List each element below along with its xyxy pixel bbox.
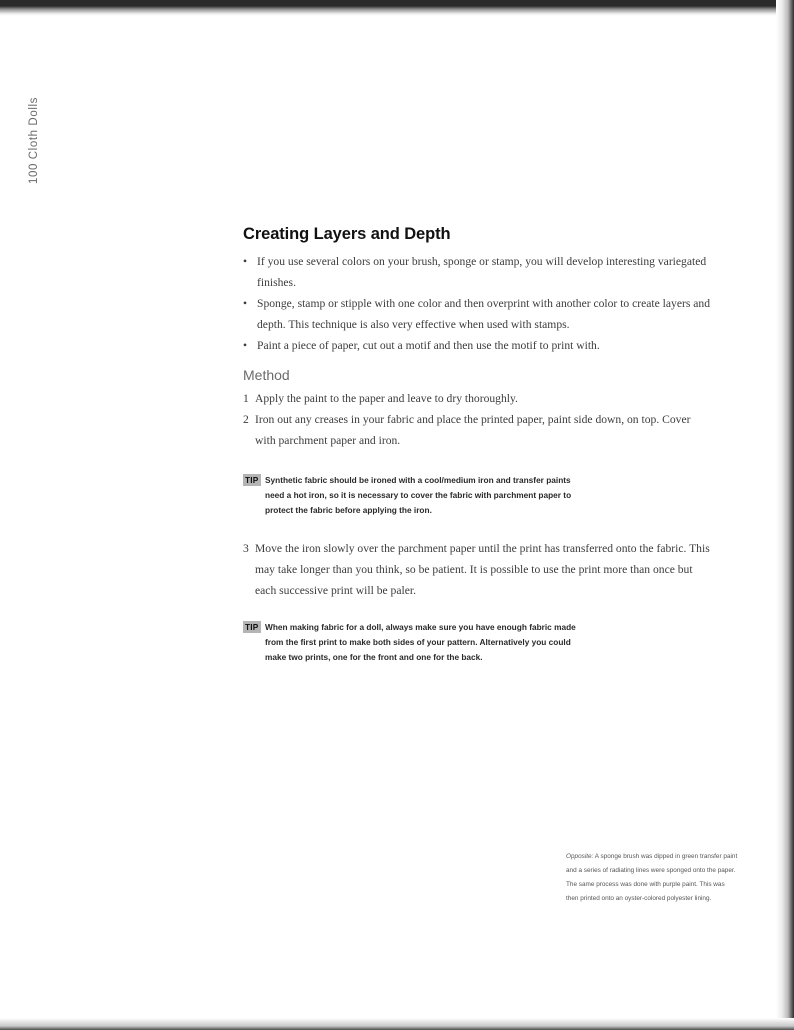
bullet-icon: • — [243, 297, 248, 310]
step-number: 3 — [243, 542, 249, 555]
step-item — [243, 538, 713, 601]
tip-badge: TIP — [245, 622, 259, 632]
tip-text: When making fabric for a doll, always make sure you have enough fabric made from the first print to make both sides of your pattern. Alternatively you could make two prints, one for the front and one for the back. — [265, 622, 576, 662]
bullet-text: Sponge, stamp or stipple with one color and then overprint with another color to create layers and depth. This technique is also very effective when used with stamps. — [257, 297, 710, 331]
caption-text: A sponge brush was dipped in green transfer paint and a series of radiating lines were sponged onto the paper. The same process was done with purple paint. This was then printed onto an oyster-colored polyester lining. — [566, 853, 738, 902]
page-bottom-edge — [0, 1018, 794, 1030]
step-text: Apply the paint to the paper and leave to dry thoroughly. — [255, 392, 518, 405]
step-item — [243, 388, 713, 409]
bullet-text: Paint a piece of paper, cut out a motif and then use the motif to print with. — [257, 339, 600, 352]
tip-box — [243, 473, 575, 518]
bullet-icon: • — [243, 339, 248, 352]
bullet-text: If you use several colors on your brush, sponge or stamp, you will develop interesting variegated finishes. — [257, 255, 707, 289]
method-heading: Method — [243, 367, 290, 383]
caption-lead: Opposite: — [566, 853, 594, 860]
page-folio: 100 Cloth Dolls — [28, 97, 40, 184]
bullet-icon: • — [243, 255, 248, 268]
bullet-item — [243, 335, 713, 356]
photo-caption — [566, 850, 738, 906]
page-top-edge — [0, 0, 794, 16]
step-item — [243, 409, 713, 451]
step-number: 1 — [243, 392, 249, 405]
section-title: Creating Layers and Depth — [243, 225, 451, 243]
tip-box — [243, 620, 580, 665]
method-steps-continued — [243, 538, 713, 601]
bullet-item — [243, 251, 713, 293]
step-text: Iron out any creases in your fabric and place the printed paper, paint side down, on top. Cover with parchment paper and iron. — [255, 413, 691, 447]
tips-bullet-list — [243, 251, 713, 356]
step-number: 2 — [243, 413, 249, 426]
page-binding-shadow — [776, 0, 794, 1030]
tip-text: Synthetic fabric should be ironed with a cool/medium iron and transfer paints need a hot iron, so it is necessary to cover the fabric with parchment paper to protect the fabric before applying the iron. — [265, 475, 572, 515]
step-text: Move the iron slowly over the parchment paper until the print has transferred onto the fabric. This may take longer than you think, so be patient. It is possible to use the print more than once but each successive print will be paler. — [255, 542, 710, 597]
method-steps — [243, 388, 713, 451]
main-content — [243, 225, 713, 665]
tip-badge: TIP — [245, 475, 259, 485]
bullet-item — [243, 293, 713, 335]
